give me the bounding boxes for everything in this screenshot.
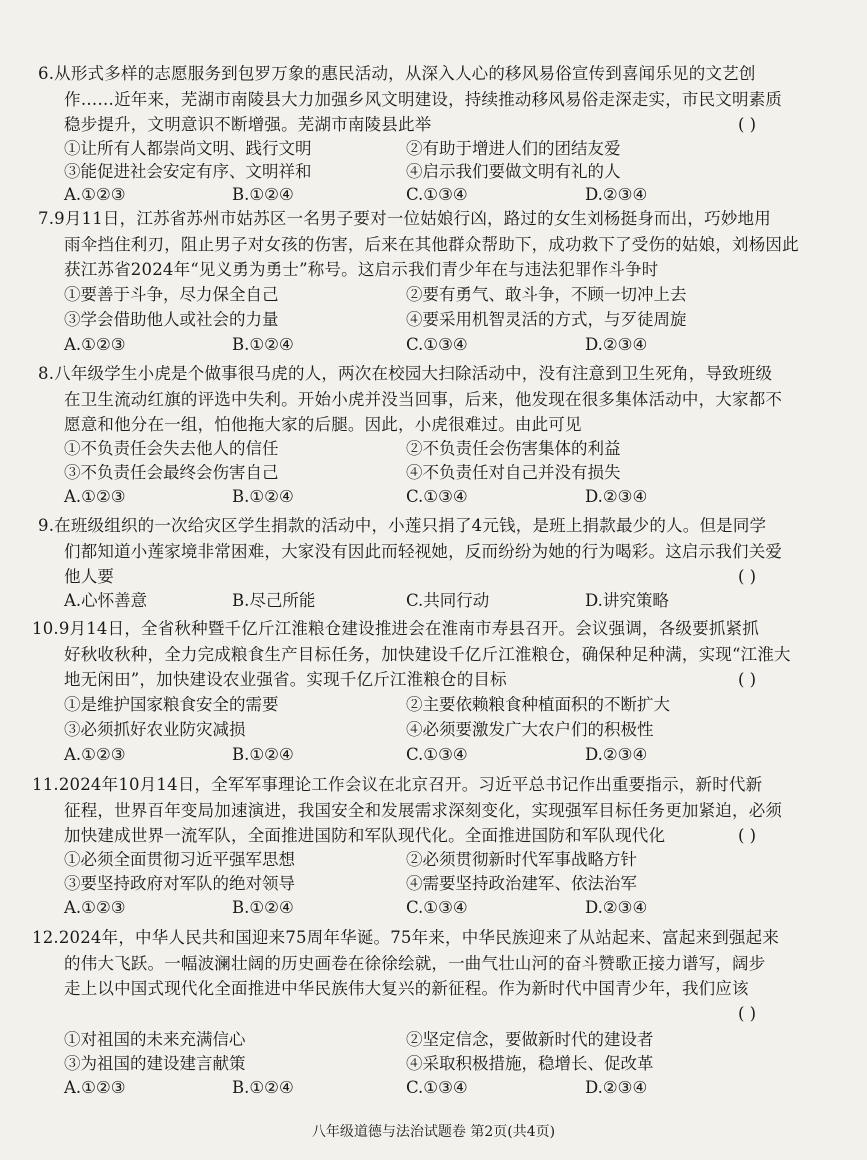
question-text-line: 获江苏省2024年“见义勇为勇士”称号。这启示我们青少年在与违法犯罪作斗争时: [64, 260, 659, 279]
choice-a: A.①②③: [64, 185, 126, 204]
statement-4: ④要采用机智灵活的方式，与歹徒周旋: [406, 310, 687, 329]
statement-1: ①对祖国的未来充满信心: [64, 1030, 246, 1049]
answer-parenthesis: ( ): [738, 826, 757, 845]
question-text-line: 9.在班级组织的一次给灾区学生捐款的活动中，小莲只捐了4元钱，是班上捐款最少的人。但是同学: [38, 516, 767, 535]
statement-3: ③必须抓好农业防灾减损: [64, 720, 246, 739]
choice-a: A.①②③: [64, 487, 126, 506]
choice-a: A.心怀善意: [64, 591, 148, 610]
statement-3: ③要坚持政府对军队的绝对领导: [64, 874, 295, 893]
choice-d: D.②③④: [585, 745, 648, 764]
choice-d: D.②③④: [585, 487, 648, 506]
statement-2: ②必须贯彻新时代军事战略方针: [406, 850, 637, 869]
question-text-line: 雨伞挡住利刃，阻止男子对女孩的伤害，后来在其他群众帮助下，成功救下了受伤的姑娘，刘杨因此: [64, 235, 799, 254]
question-text-line: 加快建成世界一流军队，全面推进国防和军队现代化。全面推进国防和军队现代化: [64, 826, 666, 845]
statement-4: ④不负责任对自己并没有损失: [406, 463, 621, 482]
question-text-line: 的伟大飞跃。一幅波澜壮阔的历史画卷在徐徐绘就，一曲气壮山河的奋斗赞歌正接力谱写，阔步: [64, 954, 766, 973]
statement-3: ③学会借助他人或社会的力量: [64, 310, 279, 329]
choice-b: B.①②④: [232, 487, 294, 506]
choice-b: B.①②④: [232, 1078, 294, 1097]
statement-1: ①要善于斗争，尽力保全自己: [64, 285, 279, 304]
choice-b: B.①②④: [232, 335, 294, 354]
choice-a: A.①②③: [64, 335, 126, 354]
choice-b: B.①②④: [232, 745, 294, 764]
choice-d: D.②③④: [585, 185, 648, 204]
choice-d: D.②③④: [585, 1078, 648, 1097]
question-text-line: 走上以中国式现代化全面推进中华民族伟大复兴的新征程。作为新时代中国青少年，我们应该: [64, 979, 749, 998]
question-text-line: 他人要: [64, 567, 115, 586]
statement-4: ④必须要激发广大农户们的积极性: [406, 720, 654, 739]
statement-1: ①是维护国家粮食安全的需要: [64, 695, 279, 714]
choice-a: A.①②③: [64, 898, 126, 917]
choice-b: B.①②④: [232, 898, 294, 917]
choice-d: D.讲究策略: [585, 591, 669, 610]
choice-c: C.①③④: [406, 898, 468, 917]
choice-b: B.尽己所能: [232, 591, 316, 610]
statement-1: ①必须全面贯彻习近平强军思想: [64, 850, 295, 869]
answer-parenthesis: ( ): [738, 567, 757, 586]
statement-4: ④采取积极措施，稳增长、促改革: [406, 1054, 654, 1073]
statement-3: ③能促进社会安定有序、文明祥和: [64, 162, 312, 181]
statement-2: ②不负责任会伤害集体的利益: [406, 439, 621, 458]
statement-2: ②要有勇气、敢斗争，不顾一切冲上去: [406, 285, 687, 304]
statement-2: ②主要依赖粮食种植面积的不断扩大: [406, 695, 670, 714]
question-text-line: 稳步提升，文明意识不断增强。芜湖市南陵县此举: [64, 115, 432, 134]
statement-4: ④启示我们要做文明有礼的人: [406, 162, 621, 181]
question-text-line: 8.八年级学生小虎是个做事很马虎的人，两次在校园大扫除活动中，没有注意到卫生死角，导致班级: [38, 364, 773, 383]
question-text-line: 7.9月11日，江苏省苏州市姑苏区一名男子要对一位姑娘行凶，路过的女生刘杨挺身而出，巧妙地用: [38, 209, 771, 228]
page-footer: 八年级道德与法治试题卷 第2页(共4页): [311, 1124, 556, 1140]
statement-2: ②有助于增进人们的团结友爱: [406, 139, 621, 158]
answer-parenthesis: ( ): [738, 670, 757, 689]
statement-2: ②坚定信念，要做新时代的建设者: [406, 1030, 654, 1049]
answer-parenthesis: ( ): [738, 1004, 757, 1023]
statement-4: ④需要坚持政治建军、依法治军: [406, 874, 637, 893]
choice-c: C.①③④: [406, 185, 468, 204]
statement-1: ①让所有人都崇尚文明、践行文明: [64, 139, 312, 158]
statement-3: ③为祖国的建设建言献策: [64, 1054, 246, 1073]
choice-b: B.①②④: [232, 185, 294, 204]
choice-a: A.①②③: [64, 745, 126, 764]
question-text-line: 好秋收秋种，全力完成粮食生产目标任务，加快建设千亿斤江淮粮仓，确保种足种满，实现“江淮大: [64, 645, 791, 664]
choice-c: C.①③④: [406, 1078, 468, 1097]
question-text-line: 12.2024年，中华人民共和国迎来75周年华诞。75年来，中华民族迎来了从站起来、富起来到强起来: [32, 928, 780, 947]
question-text-line: 们都知道小莲家境非常困难，大家没有因此而轻视她，反而纷纷为她的行为喝彩。这启示我们关爱: [64, 542, 783, 561]
statement-3: ③不负责任会最终会伤害自己: [64, 463, 279, 482]
question-text-line: 11.2024年10月14日，全军军事理论工作会议在北京召开。习近平总书记作出重要指示，新时代新: [32, 775, 763, 794]
choice-d: D.②③④: [585, 898, 648, 917]
question-text-line: 10.9月14日，全省秋种暨千亿斤江淮粮仓建设推进会在淮南市寿县召开。会议强调，各级要抓紧抓: [32, 619, 759, 638]
question-text-line: 地无闲田”，加快建设农业强省。实现千亿斤江淮粮仓的目标: [64, 670, 507, 689]
statement-1: ①不负责任会失去他人的信任: [64, 439, 279, 458]
question-text-line: 作……近年来，芜湖市南陵县大力加强乡风文明建设，持续推动移风易俗走深走实，市民文明素质: [64, 90, 783, 109]
choice-c: C.①③④: [406, 487, 468, 506]
choice-c: C.①③④: [406, 745, 468, 764]
answer-parenthesis: ( ): [738, 115, 757, 134]
choice-c: C.共同行动: [406, 591, 490, 610]
choice-d: D.②③④: [585, 335, 648, 354]
choice-a: A.①②③: [64, 1078, 126, 1097]
question-text-line: 愿意和他分在一组，怕他拖大家的后腿。因此，小虎很难过。由此可见: [64, 415, 582, 434]
question-text-line: 征程，世界百年变局加速演进，我国安全和发展需求深刻变化，实现强军目标任务更加紧迫，必须: [64, 801, 783, 820]
question-text-line: 在卫生流动红旗的评选中失利。开始小虎并没当回事，后来，他发现在很多集体活动中，大家都不: [64, 390, 783, 409]
question-text-line: 6.从形式多样的志愿服务到包罗万象的惠民活动，从深入人心的移风易俗宣传到喜闻乐见的文艺创: [38, 64, 756, 83]
choice-c: C.①③④: [406, 335, 468, 354]
